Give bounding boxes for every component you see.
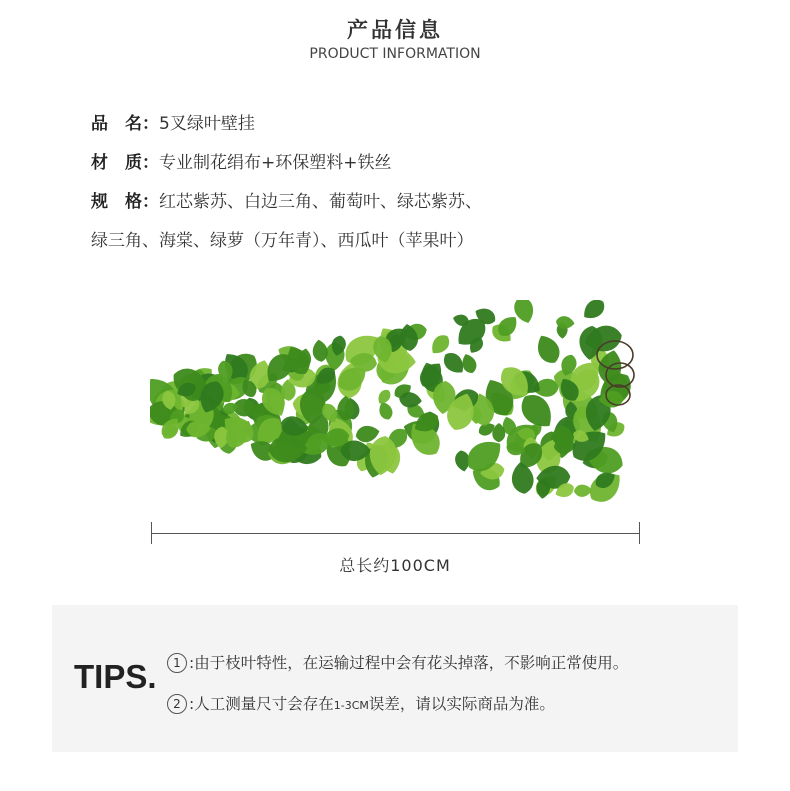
spec-label-spec: 规 格 bbox=[91, 192, 142, 212]
spec-row-spec-continued bbox=[91, 226, 474, 251]
tip-unit: 1-3CM bbox=[333, 699, 369, 712]
spec-label-name: 品 名 bbox=[91, 114, 142, 134]
length-label: 总长约100CM bbox=[339, 556, 451, 575]
spec-value-spec-line2: 绿三角、海棠、绿萝（万年青）、西瓜叶（苹果叶） bbox=[91, 231, 474, 251]
tip-text-2b: 误差，请以实际商品为准。 bbox=[368, 695, 555, 713]
product-image-hanging-vine bbox=[150, 300, 640, 520]
spec-row-name bbox=[91, 109, 255, 134]
spec-colon: ： bbox=[142, 153, 159, 173]
circled-number-icon: 2 bbox=[167, 694, 187, 714]
spec-row-spec bbox=[91, 187, 482, 212]
tips-title: TIPS. bbox=[74, 658, 157, 695]
measure-line bbox=[151, 533, 640, 534]
tip-text-1: :由于枝叶特性，在运输过程中会有花头掉落，不影响正常使用。 bbox=[189, 654, 629, 672]
spec-value-spec-line1: 红芯紫苏、白边三角、葡萄叶、绿芯紫苏、 bbox=[159, 192, 482, 212]
leaf-shape bbox=[574, 484, 593, 497]
spec-value-material: 专业制花绢布+环保塑料+铁丝 bbox=[159, 153, 392, 173]
page-subtitle: PRODUCT INFORMATION bbox=[309, 46, 481, 62]
spec-colon: ： bbox=[142, 192, 159, 212]
measure-tick-right bbox=[639, 522, 640, 544]
tip-text-2a: :人工测量尺寸会存在 bbox=[189, 695, 334, 713]
spec-row-material bbox=[91, 148, 392, 173]
circled-number-icon: 1 bbox=[167, 653, 187, 673]
page-title: 产品信息 bbox=[347, 18, 443, 42]
spec-label-material: 材 质 bbox=[91, 153, 142, 173]
spec-colon: ： bbox=[142, 114, 159, 134]
spec-value-name: 5叉绿叶壁挂 bbox=[159, 114, 255, 134]
leaf-shape bbox=[579, 300, 608, 324]
tip-item-2 bbox=[167, 692, 555, 714]
tip-item-1 bbox=[167, 651, 628, 673]
leaf-shape bbox=[376, 400, 395, 422]
leaf-shape bbox=[532, 331, 564, 367]
measure-tick-left bbox=[151, 522, 152, 544]
